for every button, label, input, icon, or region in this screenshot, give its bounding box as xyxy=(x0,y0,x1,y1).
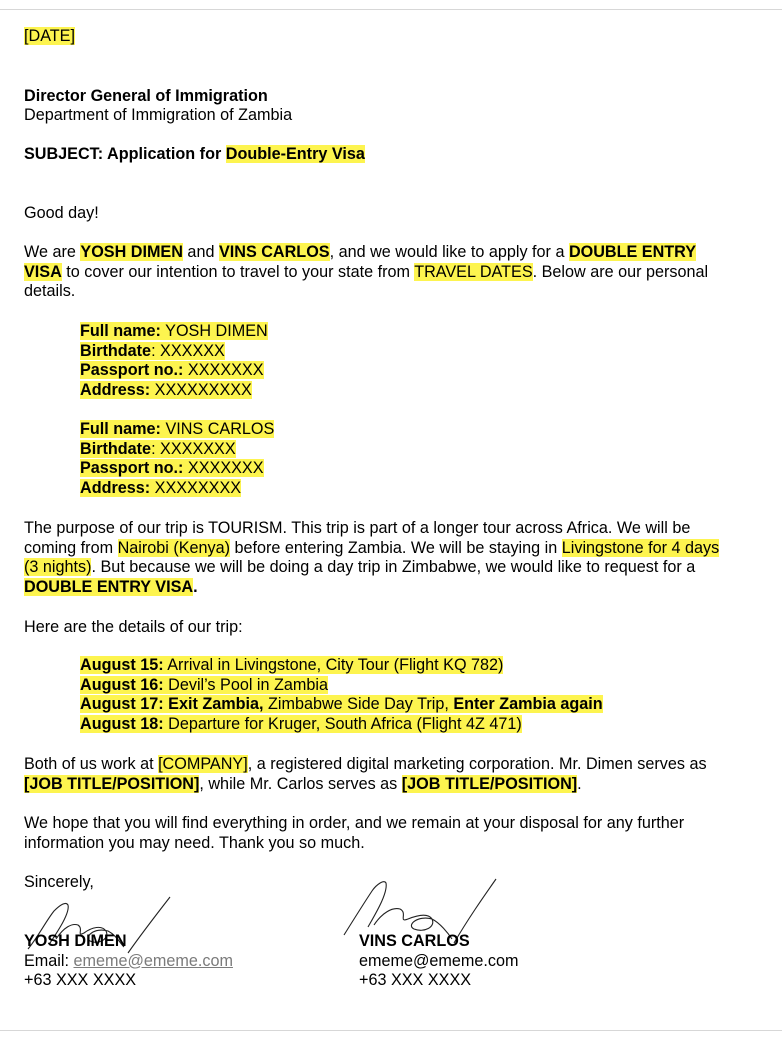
signatory-email: ememe@ememe.com xyxy=(359,951,519,970)
trip-intro: Here are the details of our trip: xyxy=(24,618,243,636)
applicant-details-2: Full name: VINS CARLOS Birthdate: XXXXXXX Passport no.: XXXXXXX Address: XXXXXXXX xyxy=(80,420,275,497)
itinerary-item: August 17: Exit Zambia, Zimbabwe Side Day Trip, Enter Zambia again xyxy=(80,695,603,713)
subject-visa-type: Double-Entry Visa xyxy=(225,145,365,163)
recipient-title: Director General of Immigration xyxy=(24,87,268,105)
bottom-divider xyxy=(0,1030,782,1031)
signatory-name: VINS CARLOS xyxy=(359,932,470,950)
itinerary-item: August 16: Devil’s Pool in Zambia xyxy=(80,675,328,694)
purpose-paragraph: The purpose of our trip is TOURISM. This trip is part of a longer tour across Africa. We will be coming from Nairobi (Kenya) before entering Zambia. We will be staying in Livingstone for 4 days (3 nights). But because we will be doing a day trip in Zimbabwe, we would like to request for a DOUBLE ENTRY VISA. xyxy=(24,519,720,596)
itinerary-item: August 18: Departure for Kruger, South Africa (Flight 4Z 471) xyxy=(80,714,522,733)
itinerary-item: August 15: Arrival in Livingstone, City Tour (Flight KQ 782) xyxy=(80,656,504,674)
applicant-details-1: Full name: YOSH DIMEN Birthdate: XXXXXX Passport no.: XXXXXXX Address: XXXXXXXXX xyxy=(80,322,268,399)
greeting: Good day! xyxy=(24,204,99,222)
signatory-2 xyxy=(359,932,518,991)
top-divider xyxy=(0,9,782,10)
signoff: Sincerely, xyxy=(24,873,94,891)
date-line xyxy=(24,27,764,47)
recipient-department: Department of Immigration of Zambia xyxy=(24,106,293,124)
signatory-name: YOSH DIMEN xyxy=(24,932,127,950)
signatory-1: YOSH DIMEN Email: ememe@ememe.com +63 XXX XXXX xyxy=(24,932,233,989)
closing-paragraph: We hope that you will find everything in order, and we remain at your disposal for any further information you may need. Thank you so much. xyxy=(24,814,685,852)
intro-paragraph: We are YOSH DIMEN and VINS CARLOS, and we would like to apply for a DOUBLE ENTRY VISA to cover our intention to travel to your state from TRAVEL DATES. Below are our personal details. xyxy=(24,243,709,300)
work-paragraph: Both of us work at [COMPANY], a registered digital marketing corporation. Mr. Dimen serves as [JOB TITLE/POSITION], while Mr. Carlos serves as [JOB TITLE/POSITION]. xyxy=(24,755,707,793)
itinerary-list xyxy=(80,656,720,734)
signatory-phone: +63 XXX XXXX xyxy=(24,971,137,989)
date-placeholder: [DATE] xyxy=(24,27,75,45)
subject-line: SUBJECT: Application for Double-Entry Visa xyxy=(24,145,365,163)
signatory-phone: +63 XXX XXXX xyxy=(359,971,472,989)
signatory-email-link[interactable]: ememe@ememe.com xyxy=(73,951,233,970)
